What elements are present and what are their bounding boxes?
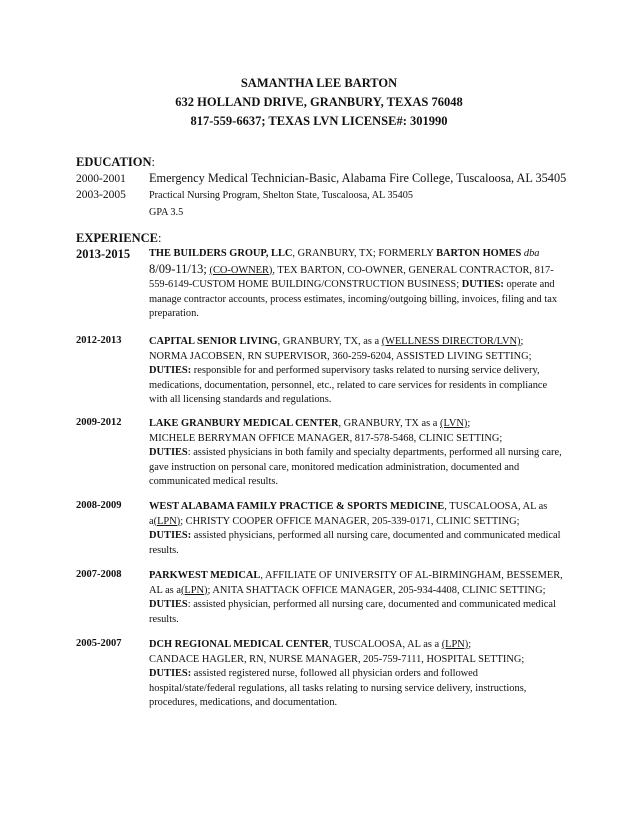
experience-heading-text: EXPERIENCE (76, 231, 158, 245)
job-former-employer: BARTON HOMES (436, 248, 522, 259)
job-entry (76, 247, 566, 322)
job-duties: assisted registered nurse, followed all physician orders and followed hospital/state/federal regulations, all tasks relating to nursing service delivery, instructions, procedures, medications, and documentation. (149, 668, 527, 709)
applicant-contact: 817-559-6637; TEXAS LVN LICENSE#: 301990 (190, 114, 448, 128)
job-details (149, 417, 566, 490)
job-dates: 8/09-11/13; (149, 261, 207, 276)
job-role: (CO-OWNER) (209, 264, 273, 276)
education-description: Practical Nursing Program, Shelton State, Tuscaloosa, AL 35405 (149, 190, 413, 201)
job-duties-label: DUTIES (149, 447, 188, 459)
job-contact: CANDACE HAGLER, RN, NURSE MANAGER, 205-759-7111, HOSPITAL SETTING; (149, 653, 525, 665)
applicant-address: 632 HOLLAND DRIVE, GRANBURY, TEXAS 76048 (175, 95, 463, 109)
job-employer: WEST ALABAMA FAMILY PRACTICE & SPORTS MEDICINE (149, 501, 445, 512)
education-description: Emergency Medical Technician-Basic, Alabama Fire College, Tuscaloosa, AL 35405 (149, 171, 567, 185)
job-duties: assisted physicians, performed all nursing care, documented and communicated medical results. (149, 530, 561, 556)
applicant-name: SAMANTHA LEE BARTON (240, 76, 398, 90)
job-role: (LPN) (153, 515, 181, 527)
job-employer: PARKWEST MEDICAL (149, 570, 261, 581)
job-duties: : assisted physicians in both family and specialty departments, performed all nursing care, gave instruction on personal care, monitored medication administration, documented and communicated medical results. (149, 447, 562, 488)
resume-header (0, 74, 638, 131)
education-gpa-row (76, 206, 183, 218)
experience-heading (76, 231, 161, 246)
job-duties: operate and manage contractor accounts, process estimates, incoming/outgoing billing, invoices, filing and tax preparation. (149, 279, 558, 320)
experience-heading-colon: : (157, 231, 162, 245)
job-duties-label: DUTIES: (461, 279, 504, 291)
job-entry (76, 569, 566, 627)
job-entry (76, 638, 566, 711)
job-details (149, 569, 566, 627)
job-role: (WELLNESS DIRECTOR/LVN) (381, 336, 521, 347)
job-duties: : assisted physician, performed all nursing care, documented and communicated medical results. (149, 599, 556, 625)
job-contact: ; ANITA SHATTACK OFFICE MANAGER, 205-934-4408, CLINIC SETTING; (207, 584, 546, 596)
job-entry (76, 500, 566, 558)
education-years: 2000-2001 (76, 173, 126, 185)
job-duties: responsible for and performed supervisory tasks related to nursing service delivery, medications, documentation, personnel, etc., related to care services for residents in compliance with all licensing standards and regulations. (149, 365, 548, 406)
job-employer: THE BUILDERS GROUP, LLC (149, 248, 293, 259)
job-years: 2005-2007 (76, 638, 122, 649)
job-duties-label: DUTIES (149, 599, 188, 611)
education-heading-text: EDUCATION (76, 155, 152, 169)
job-contact: NORMA JACOBSEN, RN SUPERVISOR, 360-259-6204, ASSISTED LIVING SETTING; (149, 350, 532, 362)
job-location: , AFFILIATE OF UNIVERSITY OF AL-BIRMINGHAM, BESSEMER, AL as a (149, 570, 563, 596)
job-duties-label: DUTIES: (149, 530, 192, 542)
job-separator: ; (520, 336, 524, 347)
job-contact: ; CHRISTY COOPER OFFICE MANAGER, 205-339-0171, CLINIC SETTING; (180, 515, 520, 527)
job-contact: , TEX BARTON, CO-OWNER, GENERAL CONTRACTOR, 817-559-6149-CUSTOM HOME BUILDING/CONSTRUCTION BUSINESS; (149, 264, 554, 291)
job-employer: LAKE GRANBURY MEDICAL CENTER (149, 418, 339, 429)
job-location: , GRANBURY, TX as a (338, 418, 440, 429)
job-location: , GRANBURY, TX, as a (277, 336, 382, 347)
job-employer: DCH REGIONAL MEDICAL CENTER (149, 639, 329, 650)
job-details (149, 335, 566, 408)
job-duties-label: DUTIES: (149, 668, 192, 680)
education-item (76, 171, 566, 186)
job-years: 2007-2008 (76, 569, 122, 580)
job-role: (LPN) (180, 584, 208, 596)
job-employer: CAPITAL SENIOR LIVING (149, 336, 278, 347)
job-contact: MICHELE BERRYMAN OFFICE MANAGER, 817-578-5468, CLINIC SETTING; (149, 432, 503, 444)
education-gpa: GPA 3.5 (149, 207, 184, 218)
job-location: , TUSCALOOSA, AL as a (149, 501, 548, 527)
job-separator: ; (467, 418, 471, 429)
job-role: (LVN) (440, 418, 468, 429)
education-heading-colon: : (151, 155, 155, 169)
education-years: 2003-2005 (76, 189, 126, 201)
job-dba: dba (523, 248, 540, 259)
job-entry (76, 335, 566, 408)
job-years: 2008-2009 (76, 500, 122, 511)
education-heading (76, 155, 155, 170)
education-item (76, 189, 413, 201)
job-details (149, 638, 566, 711)
job-years: 2013-2015 (76, 247, 131, 261)
job-details (149, 247, 566, 322)
job-years: 2012-2013 (76, 335, 122, 346)
job-separator: ; (468, 639, 472, 650)
job-duties-label: DUTIES: (149, 365, 192, 377)
job-years: 2009-2012 (76, 417, 122, 428)
job-entry (76, 417, 566, 490)
job-role: (LPN) (441, 639, 469, 650)
job-location: , GRANBURY, TX; FORMERLY (292, 248, 437, 259)
job-details (149, 500, 566, 558)
job-location: , TUSCALOOSA, AL as a (328, 639, 442, 650)
